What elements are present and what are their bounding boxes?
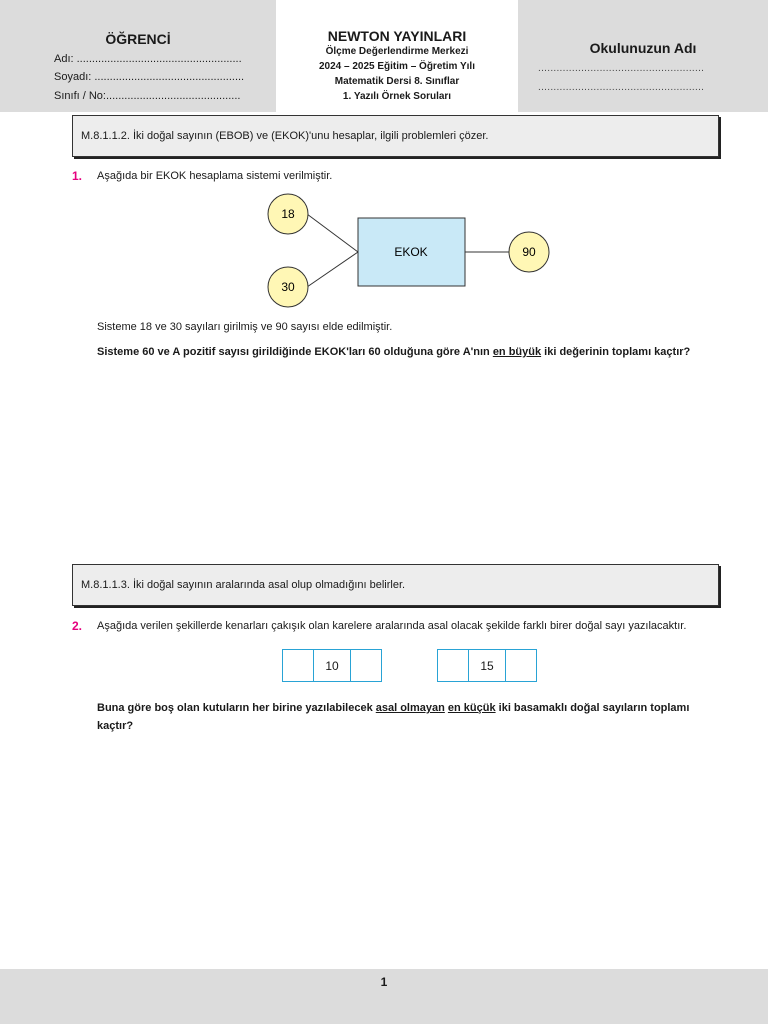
name-field: Adı: ......................................................: [54, 53, 242, 65]
number-boxes-1: [282, 649, 382, 683]
output-value: 90: [522, 245, 536, 259]
question-2-prompt-end: kaçtır?: [97, 720, 134, 732]
empty-box: [505, 649, 537, 682]
question-2-emphasis-1: asal olmayan: [375, 702, 445, 714]
empty-box: [282, 649, 314, 682]
objective-text-2: M.8.1.1.3. İki doğal sayının aralarında asal olup olmadığını belirler.: [81, 579, 406, 591]
class-field: Sınıfı / No:............................................: [54, 90, 241, 102]
input-1-value: 18: [281, 207, 295, 221]
question-1-emphasis: en büyük: [492, 346, 542, 358]
box-1-center: 10: [313, 649, 351, 682]
empty-box: [350, 649, 382, 682]
school-line-1: ......................................................: [538, 63, 705, 74]
surname-field: Soyadı: .................................................: [54, 71, 245, 83]
question-2-emphasis-2: en küçük: [447, 702, 496, 714]
objective-text-1: M.8.1.1.2. İki doğal sayının (EBOB) ve (EKOK)'unu hesaplar, ilgili problemleri çözer.: [81, 130, 489, 142]
box-2-center: 15: [468, 649, 506, 682]
question-2-prompt-b: iki basamaklı doğal sayıların toplamı: [495, 702, 690, 714]
question-1-number: 1.: [72, 169, 83, 183]
question-2-prompt: [97, 702, 689, 714]
connector-input-1: [307, 214, 358, 252]
school-title: Okulunuzun Adı: [589, 40, 697, 56]
number-boxes-2: [437, 649, 537, 683]
question-2-number: 2.: [72, 619, 83, 633]
publisher-line-4: 1. Yazılı Örnek Soruları: [342, 91, 452, 102]
question-2-prompt-a: Buna göre boş olan kutuların her birine yazılabilecek: [97, 702, 376, 714]
question-2-intro: Aşağıda verilen şekillerde kenarları çakışık olan karelere aralarında asal olacak şekilde farklı birer doğal sayı yazılacaktır.: [97, 620, 687, 632]
question-1-intro: Aşağıda bir EKOK hesaplama sistemi verilmiştir.: [97, 170, 333, 182]
page-number: 1: [380, 975, 388, 989]
student-title: ÖĞRENCİ: [105, 31, 171, 47]
input-2-value: 30: [281, 280, 295, 294]
ekok-box-label: EKOK: [394, 245, 428, 259]
connector-input-2: [307, 252, 358, 287]
publisher-line-3: Matematik Dersi 8. Sınıflar: [334, 76, 460, 87]
question-1-note: Sisteme 18 ve 30 sayıları girilmiş ve 90 sayısı elde edilmiştir.: [97, 321, 393, 333]
school-line-2: ......................................................: [538, 82, 705, 93]
question-1-prompt: [97, 346, 690, 358]
ekok-diagram: [0, 0, 768, 330]
publisher-line-1: Ölçme Değerlendirme Merkezi: [325, 46, 469, 57]
question-1-prompt-b: iki değerinin toplamı kaçtır?: [541, 346, 691, 358]
publisher-title: NEWTON YAYINLARI: [327, 28, 467, 44]
empty-box: [437, 649, 469, 682]
question-1-prompt-a: Sisteme 60 ve A pozitif sayısı girildiğinde EKOK'ları 60 olduğuna göre A'nın: [97, 346, 493, 358]
publisher-line-2: 2024 – 2025 Eğitim – Öğretim Yılı: [318, 61, 475, 72]
objective-box-2: [72, 564, 719, 606]
